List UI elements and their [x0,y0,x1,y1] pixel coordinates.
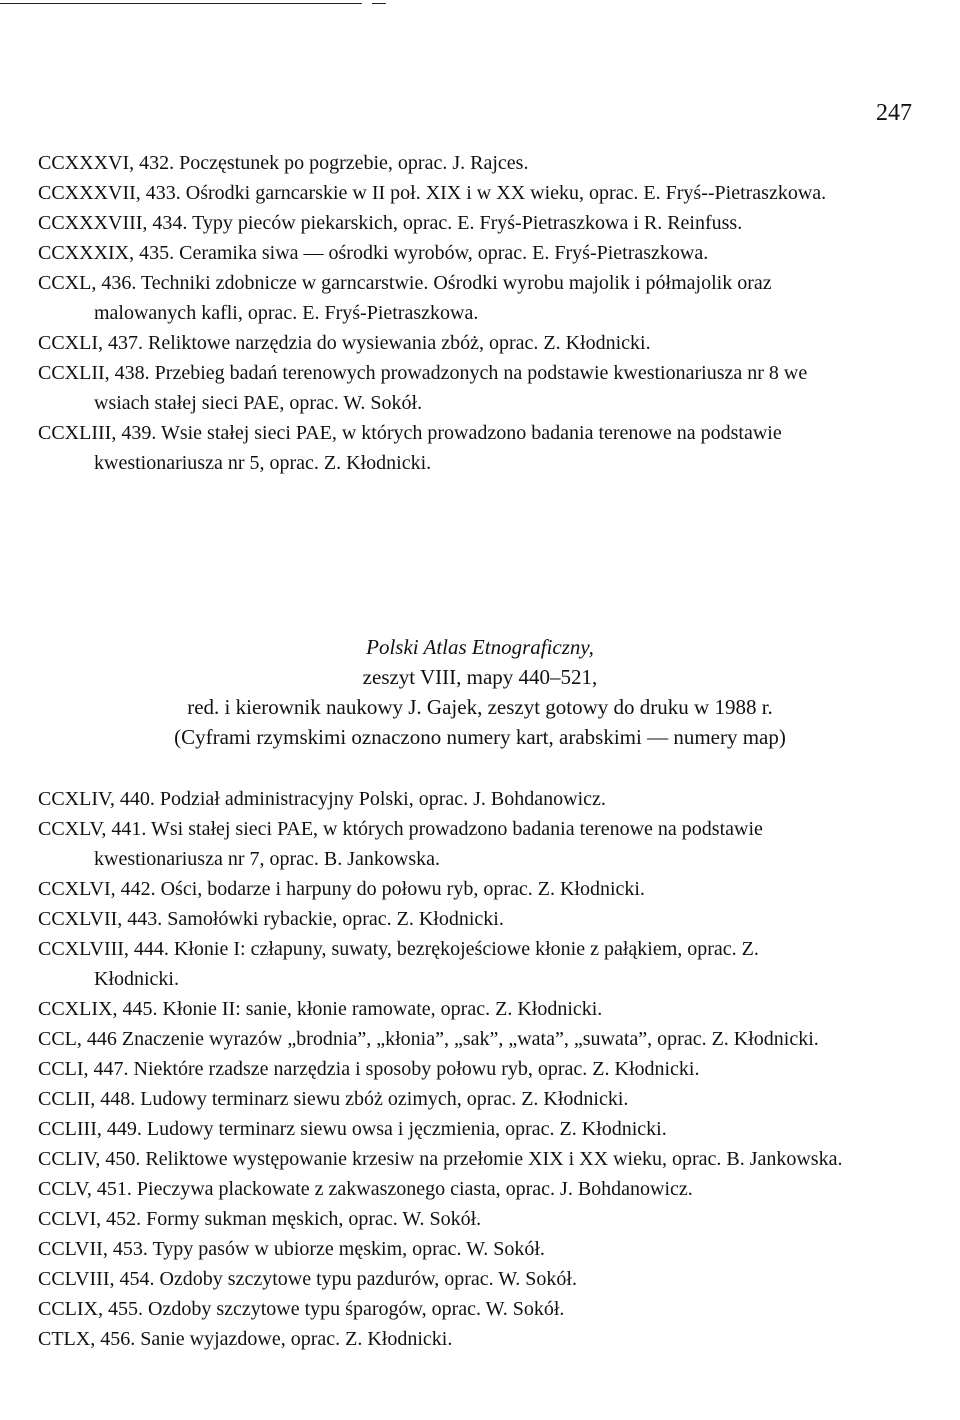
map-entry: CCXLV, 441. Wsi stałej sieci PAE, w których prowadzono badania terenowe na podstawie kwestionariusza nr 7, oprac. B. Jankowska. [38,818,763,870]
atlas-title-block [0,632,960,752]
map-entry: CCLVI, 452. Formy sukman męskich, oprac. W. Sokół. [38,1208,482,1230]
map-entry: CCXL, 436. Techniki zdobnicze w garncarstwie. Ośrodki wyrobu majolik i półmajolik oraz malowanych kafli, oprac. E. Fryś-Pietraszkowa. [38,272,772,324]
top-rule [0,3,362,4]
map-list-part1 [38,148,844,478]
map-entry: CCXLIV, 440. Podział administracyjny Polski, oprac. J. Bohdanowicz. [38,788,606,810]
map-entry: CCXLII, 438. Przebieg badań terenowych prowadzonych na podstawie kwestionariusza nr 8 we wsiach stałej sieci PAE, oprac. W. Sokół. [38,362,808,414]
map-entry: CCLVII, 453. Typy pasów w ubiorze męskim, oprac. W. Sokół. [38,1238,545,1260]
map-entry: CCXLI, 437. Reliktowe narzędzia do wysiewania zbóż, oprac. Z. Kłodnicki. [38,332,651,354]
map-entry: CCXXXVI, 432. Poczęstunek po pogrzebie, oprac. J. Rajces. [38,152,529,174]
atlas-note: (Cyframi rzymskimi oznaczono numery kart, arabskimi — numery map) [174,725,786,749]
map-entry: CCXLVII, 443. Samołówki rybackie, oprac. Z. Kłodnicki. [38,908,504,930]
map-entry: CCLIV, 450. Reliktowe występowanie krzesiw na przełomie XIX i XX wieku, oprac. B. Jankowska. [38,1148,843,1170]
map-entry: CCLI, 447. Niektóre rzadsze narzędzia i sposoby połowu ryb, oprac. Z. Kłodnicki. [38,1058,700,1080]
atlas-volume: zeszyt VIII, mapy 440–521, [362,665,598,689]
map-entry: CCLVIII, 454. Ozdoby szczytowe typu pazdurów, oprac. W. Sokół. [38,1268,577,1290]
map-entry: CCXLIX, 445. Kłonie II: sanie, kłonie ramowate, oprac. Z. Kłodnicki. [38,998,603,1020]
map-entry: CCLV, 451. Pieczywa plackowate z zakwaszonego ciasta, oprac. J. Bohdanowicz. [38,1178,693,1200]
map-entry: CCLIII, 449. Ludowy terminarz siewu owsa i jęczmienia, oprac. Z. Kłodnicki. [38,1118,667,1140]
atlas-title: Polski Atlas Etnograficzny, [366,635,594,659]
map-entry: CCL, 446 Znaczenie wyrazów „brodnia”, „kłonia”, „sak”, „wata”, „suwata”, oprac. Z. Kłodnicki. [38,1028,819,1050]
map-entry: CCXXXIX, 435. Ceramika siwa — ośrodki wyrobów, oprac. E. Fryś-Pietraszkowa. [38,242,709,264]
top-rule-short [372,3,386,4]
map-entry: CCLIX, 455. Ozdoby szczytowe typu śparogów, oprac. W. Sokół. [38,1298,565,1320]
page-number: 247 [876,100,912,126]
map-list-part2 [38,784,844,1354]
map-entry: CCXLVIII, 444. Kłonie I: człapuny, suwaty, bezrękojeściowe kłonie z pałąkiem, oprac. Z. Kłodnicki. [38,938,759,990]
atlas-editor: red. i kierownik naukowy J. Gajek, zeszyt gotowy do druku w 1988 r. [187,695,773,719]
map-entry: CCLII, 448. Ludowy terminarz siewu zbóż ozimych, oprac. Z. Kłodnicki. [38,1088,629,1110]
map-entry: CCXLIII, 439. Wsie stałej sieci PAE, w których prowadzono badania terenowe na podstawie kwestionariusza nr 5, oprac. Z. Kłodnicki. [38,422,782,474]
map-entry: CCXXXVII, 433. Ośrodki garncarskie w II poł. XIX i w XX wieku, oprac. E. Fryś-‑Pietraszkowa. [38,182,827,204]
map-entry: CCXLVI, 442. Ości, bodarze i harpuny do połowu ryb, oprac. Z. Kłodnicki. [38,878,645,900]
map-entry: CCXXXVIII, 434. Typy pieców piekarskich, oprac. E. Fryś-Pietraszkowa i R. Reinfuss. [38,212,743,234]
map-entry: CTLX, 456. Sanie wyjazdowe, oprac. Z. Kłodnicki. [38,1328,453,1350]
